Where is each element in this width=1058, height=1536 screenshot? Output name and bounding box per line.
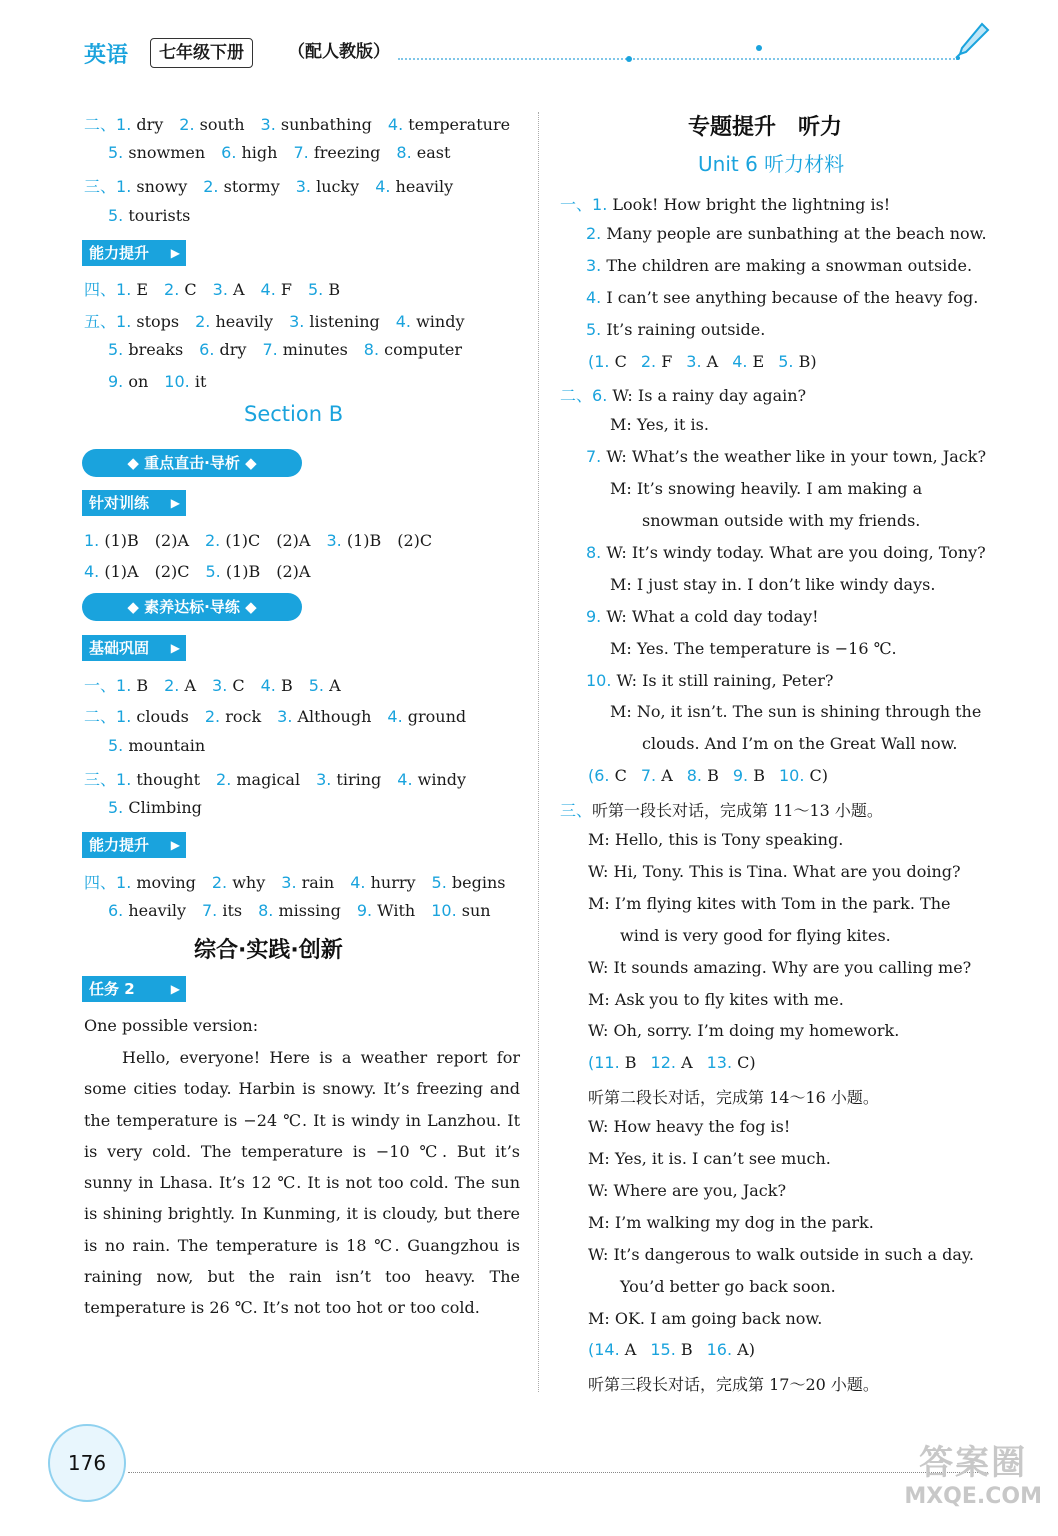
script-text: W: Where are you, Jack? xyxy=(588,1180,787,1200)
item-number: 3. xyxy=(277,707,293,726)
pill-key-points: ◆ 重点直击·导析 ◆ xyxy=(82,449,302,477)
script-line xyxy=(588,1309,822,1328)
item-number: 6. xyxy=(108,901,124,920)
answer-line: 三、1. snowy 2. stormy 3. lucky 4. heavily xyxy=(84,177,454,196)
answer-text: (1)B (2)C xyxy=(341,531,433,550)
answer-text: heavily xyxy=(123,901,186,920)
header-dot xyxy=(756,45,762,51)
section-prefix: 二、 xyxy=(560,386,593,406)
answer-text: (1)B (2)A xyxy=(99,531,189,550)
item-number: 10. xyxy=(586,670,612,690)
item-number: 1. xyxy=(116,177,132,196)
answer-text: rock xyxy=(220,707,262,726)
answer-text: windy xyxy=(412,770,467,789)
item-number: 5. xyxy=(778,351,794,371)
script-text: M: OK. I am going back now. xyxy=(588,1308,823,1328)
answer-text: With xyxy=(372,901,416,920)
script-line xyxy=(588,830,843,849)
item-number: 3. xyxy=(316,770,332,789)
item-number: 13. xyxy=(706,1053,733,1073)
script-text: A xyxy=(675,1053,693,1073)
script-text: 听第二段长对话，完成第 14～16 小题。 xyxy=(588,1088,879,1108)
script-line xyxy=(588,1149,831,1168)
script-text: snowman outside with my friends. xyxy=(642,511,921,530)
section-tag-drill: 针对训练 ▶ xyxy=(82,490,186,516)
script-line xyxy=(588,958,971,977)
page-header xyxy=(0,0,1058,80)
item-number: 8. xyxy=(686,766,703,786)
script-line xyxy=(588,1340,769,1359)
answer-line xyxy=(108,143,466,162)
item-number: 7. xyxy=(640,766,657,786)
script-line xyxy=(560,383,806,406)
item-number: 5. xyxy=(108,736,124,755)
answer-text: stormy xyxy=(218,177,280,196)
script-text: W: Is a rainy day again? xyxy=(607,386,807,406)
script-text: A xyxy=(656,766,673,786)
script-line xyxy=(586,447,986,466)
script-line xyxy=(588,862,961,881)
answer-text: moving xyxy=(131,873,196,892)
item-number: 2. xyxy=(195,312,211,331)
item-number: (11. xyxy=(588,1053,620,1073)
script-text: Many people are sunbathing at the beach now. xyxy=(601,223,987,243)
section-tag-basics: 基础巩固 ▶ xyxy=(82,635,186,661)
item-number: 10. xyxy=(164,372,190,391)
answer-text: dry xyxy=(214,340,247,359)
item-number: 3. xyxy=(289,312,305,331)
item-number: 1. xyxy=(592,195,608,214)
script-text: W: What’s the weather like in your town, Jack? xyxy=(601,447,987,467)
answer-text: hurry xyxy=(365,873,416,892)
item-number: 1. xyxy=(116,770,132,789)
answer-line xyxy=(108,372,222,391)
item-number: 3. xyxy=(686,351,702,371)
script-text: M: Yes. The temperature is −16 ℃. xyxy=(610,638,897,658)
script-line xyxy=(588,1181,786,1200)
script-text: W: It’s dangerous to walk outside in such a day. xyxy=(588,1244,974,1264)
item-number: 8. xyxy=(258,901,274,920)
item-number: 10. xyxy=(431,901,457,920)
answer-text: begins xyxy=(446,873,506,892)
answer-text: C xyxy=(179,280,197,299)
answer-text: tiring xyxy=(331,770,382,789)
script-text: A) xyxy=(732,1340,755,1360)
script-text: You’d better go back soon. xyxy=(620,1276,836,1296)
item-number: 8. xyxy=(363,340,380,359)
watermark: 答案圈 MXQE.COM xyxy=(904,1443,1042,1509)
answer-text: A xyxy=(179,676,197,695)
item-number: 5. xyxy=(586,319,602,339)
item-number: (6. xyxy=(588,766,610,786)
item-number: 3. xyxy=(281,873,297,892)
item-number: 1. xyxy=(116,280,132,299)
item-number: 9. xyxy=(586,606,602,626)
section-prefix: 三、 xyxy=(560,801,593,821)
answer-line: 三、1. thought 2. magical 3. tiring 4. windy xyxy=(84,770,467,789)
script-line xyxy=(642,734,958,753)
answer-text: thought xyxy=(131,770,201,789)
item-number: 1. xyxy=(116,873,132,892)
item-number: 2. xyxy=(203,177,219,196)
header-dot xyxy=(626,56,632,62)
answer-line: 四、1. E 2. C 3. A 4. F 5. B xyxy=(84,280,341,299)
answer-line: 四、1. moving 2. why 3. rain 4. hurry 5. begins xyxy=(84,873,506,892)
page-number: 176 xyxy=(48,1424,126,1502)
answer-text: east xyxy=(411,143,451,162)
script-line xyxy=(642,511,920,530)
answer-text: A xyxy=(227,280,245,299)
script-line xyxy=(610,415,709,434)
answer-line: 二、1. clouds 2. rock 3. Although 4. ground xyxy=(84,707,467,726)
answer-text: E xyxy=(131,280,149,299)
script-text: M: I just stay in. I don’t like windy days. xyxy=(610,574,936,594)
script-text: I can’t see anything because of the heavy fog. xyxy=(601,287,979,307)
script-line xyxy=(610,479,922,498)
item-number: 5. xyxy=(431,873,447,892)
item-number: 7. xyxy=(262,340,278,359)
script-line xyxy=(588,1085,879,1108)
item-number: 2. xyxy=(164,676,180,695)
script-line xyxy=(560,192,890,215)
item-number: 10. xyxy=(778,766,805,786)
item-number: 4. xyxy=(586,287,602,307)
item-number: 2. xyxy=(640,351,657,371)
script-line xyxy=(588,1021,899,1040)
item-number: 1. xyxy=(116,312,132,331)
item-number: 2. xyxy=(164,280,180,299)
script-line xyxy=(588,1245,974,1264)
script-line xyxy=(586,607,819,626)
script-text: M: I’m flying kites with Tom in the park. The xyxy=(588,893,951,913)
answer-text: sunbathing xyxy=(275,115,372,134)
answer-text: on xyxy=(123,372,149,391)
script-text: W: What a cold day today! xyxy=(601,606,819,626)
section-b-title: Section B xyxy=(244,402,344,426)
script-line xyxy=(586,224,987,243)
script-text: clouds. And I’m on the Great Wall now. xyxy=(642,734,958,754)
script-text: W: It’s windy today. What are you doing, Tony? xyxy=(601,542,986,562)
item-number: 8. xyxy=(396,143,412,162)
item-number: 5. xyxy=(308,676,324,695)
answer-text: its xyxy=(217,901,243,920)
item-number: 3. xyxy=(586,255,602,275)
item-number: 4. xyxy=(84,562,100,581)
answer-line: 五、1. stops 2. heavily 3. listening 4. windy xyxy=(84,312,465,331)
script-text: B xyxy=(702,766,719,786)
answer-text: high xyxy=(236,143,278,162)
section-tag-ability-2: 能力提升 ▶ xyxy=(82,832,186,858)
pen-icon xyxy=(952,20,992,62)
answer-text: heavily xyxy=(390,177,454,196)
script-text: M: Yes, it is. I can’t see much. xyxy=(588,1149,831,1168)
item-number: 2. xyxy=(205,531,221,550)
script-line xyxy=(586,320,765,339)
item-number: 5. xyxy=(108,798,124,817)
answer-line xyxy=(108,798,218,817)
subject-label: 英语 xyxy=(84,43,129,68)
script-line xyxy=(610,702,981,721)
practice-title: 综合·实践·创新 xyxy=(194,938,343,963)
column-divider xyxy=(538,112,539,1392)
answer-text: freezing xyxy=(308,143,381,162)
section-tag-task: 任务 2 ▶ xyxy=(82,976,186,1002)
script-text: M: I’m walking my dog in the park. xyxy=(588,1212,874,1232)
item-number: 6. xyxy=(592,386,608,406)
script-line xyxy=(586,543,986,562)
script-text: wind is very good for flying kites. xyxy=(620,925,891,945)
item-number: 1. xyxy=(84,531,100,550)
script-text: B xyxy=(675,1340,693,1360)
item-number: 3. xyxy=(260,115,276,134)
answer-text: dry xyxy=(131,115,164,134)
item-number: 7. xyxy=(293,143,309,162)
answer-text: B xyxy=(275,676,293,695)
script-text: M: It’s snowing heavily. I am making a xyxy=(610,479,923,499)
script-text: F xyxy=(656,351,673,371)
script-line xyxy=(588,766,842,785)
item-number: 3. xyxy=(212,676,228,695)
header-dotted-rule xyxy=(398,58,958,60)
answer-text: tourists xyxy=(123,206,191,225)
script-line xyxy=(588,1053,770,1072)
script-text: M: Yes, it is. xyxy=(610,415,709,435)
possible-version-label: One possible version: xyxy=(84,1016,259,1035)
answer-text: it xyxy=(189,372,207,391)
script-text: B xyxy=(748,766,765,786)
item-number: 3. xyxy=(295,177,311,196)
answer-text: heavily xyxy=(210,312,274,331)
item-number: 2. xyxy=(179,115,195,134)
answer-text: (1)B (2)A xyxy=(220,562,311,581)
item-number: 15. xyxy=(650,1340,676,1360)
script-text: W: It sounds amazing. Why are you calling me? xyxy=(588,957,972,977)
item-number: 3. xyxy=(212,280,228,299)
script-line xyxy=(588,1372,879,1395)
item-number: 6. xyxy=(199,340,215,359)
script-line xyxy=(620,926,891,945)
answer-text: sun xyxy=(456,901,491,920)
item-number: 9. xyxy=(356,901,373,920)
script-text: M: Ask you to fly kites with me. xyxy=(588,989,844,1009)
script-line xyxy=(588,1213,874,1232)
answer-text: (1)C (2)A xyxy=(220,531,311,550)
item-number: 5. xyxy=(108,340,124,359)
answer-text: B xyxy=(131,676,149,695)
answer-text: listening xyxy=(304,312,380,331)
answer-text: windy xyxy=(411,312,465,331)
item-number: 5. xyxy=(108,143,124,162)
answer-text: why xyxy=(227,873,266,892)
answer-text: missing xyxy=(273,901,341,920)
grade-label: 七年级下册 xyxy=(150,38,253,68)
script-text: It’s raining outside. xyxy=(601,319,766,339)
script-text: B xyxy=(619,1053,637,1073)
answer-text: snowmen xyxy=(123,143,206,162)
script-text: C xyxy=(609,766,627,786)
script-line xyxy=(610,575,935,594)
script-text: W: Oh, sorry. I’m doing my homework. xyxy=(588,1021,900,1041)
section-prefix: 一、 xyxy=(560,195,593,214)
section-tag-ability: 能力提升 ▶ xyxy=(82,240,186,266)
item-number: 1. xyxy=(116,115,132,134)
script-line xyxy=(586,256,972,275)
listening-title: 专题提升 听力 xyxy=(688,115,843,140)
script-text: B) xyxy=(793,351,817,371)
item-number: 2. xyxy=(586,223,602,243)
script-text: C) xyxy=(804,766,828,786)
answer-text: temperature xyxy=(403,115,511,134)
item-number: (1. xyxy=(588,351,610,371)
item-number: 6. xyxy=(221,143,237,162)
script-line xyxy=(586,671,833,690)
answer-text: (1)A (2)C xyxy=(99,562,190,581)
script-line xyxy=(588,990,844,1009)
item-number: 9. xyxy=(732,766,749,786)
answer-text: snowy xyxy=(131,177,188,196)
script-text: The children are making a snowman outside. xyxy=(601,255,973,275)
script-text: 听第一段长对话，完成第 11～13 小题。 xyxy=(592,801,883,821)
answer-line xyxy=(108,340,478,359)
answer-text: B xyxy=(323,280,341,299)
footer-rule xyxy=(128,1472,988,1473)
item-number: 9. xyxy=(108,372,124,391)
answer-text: mountain xyxy=(123,736,206,755)
script-line xyxy=(588,352,831,371)
script-text: 听第三段长对话，完成第 17～20 小题。 xyxy=(588,1375,879,1395)
item-number: 1. xyxy=(116,676,132,695)
answer-line xyxy=(108,736,221,755)
item-number: 7. xyxy=(201,901,218,920)
script-text: M: Hello, this is Tony speaking. xyxy=(588,830,844,849)
script-line xyxy=(588,894,950,913)
edition-label: （配人教版） xyxy=(278,38,400,66)
item-number: 4. xyxy=(732,351,748,371)
item-number: 4. xyxy=(260,280,276,299)
answer-text: stops xyxy=(131,312,180,331)
item-number: 2. xyxy=(204,707,221,726)
item-number: (14. xyxy=(588,1340,620,1360)
answer-text: magical xyxy=(231,770,301,789)
script-text: W: Is it still raining, Peter? xyxy=(611,670,834,690)
answer-text: rain xyxy=(296,873,335,892)
item-number: 4. xyxy=(350,873,366,892)
script-text: C xyxy=(609,351,627,371)
script-text: A xyxy=(619,1340,637,1360)
script-text: W: How heavy the fog is! xyxy=(588,1117,791,1137)
answer-text: breaks xyxy=(123,340,184,359)
answer-text: F xyxy=(275,280,292,299)
answer-text: A xyxy=(324,676,341,695)
answer-text: south xyxy=(194,115,245,134)
script-line xyxy=(610,639,897,658)
unit-subtitle: Unit 6 听力材料 xyxy=(698,152,845,176)
item-number: 4. xyxy=(387,707,403,726)
answer-text: Climbing xyxy=(123,798,202,817)
item-number: 16. xyxy=(706,1340,733,1360)
answer-line xyxy=(108,901,507,920)
answer-text: minutes xyxy=(277,340,348,359)
item-number: 5. xyxy=(205,562,221,581)
item-number: 7. xyxy=(586,447,602,467)
answer-line: 一、1. B 2. A 3. C 4. B 5. A xyxy=(84,676,341,695)
script-text: W: Hi, Tony. This is Tina. What are you doing? xyxy=(588,861,961,881)
essay-paragraph: Hello, everyone! Here is a weather report for some cities today. Harbin is snowy. It’s freezing and the temperature is −24 ℃. It is windy in Lanzhou. It is very cold. The temperature is −10 ℃. But it’s sunny in Lhasa. It’s 12 ℃. It is not too cold. The sun is shining brightly. In Kunming, it is cloudy, but there is no rain. The temperature is 18 ℃. Guangzhou is raining now, but the rain isn’t too heavy. The temperature is 26 ℃. It’s not too hot or too cold. xyxy=(84,1048,520,1318)
pill-literacy: ◆ 素养达标·导练 ◆ xyxy=(82,593,302,621)
answer-line xyxy=(84,528,448,551)
item-number: 5. xyxy=(308,280,324,299)
item-number: 4. xyxy=(397,770,413,789)
answer-text: Although xyxy=(292,707,372,726)
script-text: E xyxy=(747,351,765,371)
script-line xyxy=(620,1277,836,1296)
answer-text: clouds xyxy=(131,707,189,726)
item-number: 4. xyxy=(260,676,276,695)
script-line xyxy=(560,798,883,821)
answer-text: computer xyxy=(379,340,463,359)
item-number: 3. xyxy=(326,531,342,550)
script-text: C) xyxy=(732,1053,756,1073)
item-number: 4. xyxy=(387,115,404,134)
answer-line xyxy=(84,559,326,582)
script-text: Look! How bright the lightning is! xyxy=(607,195,891,214)
item-number: 4. xyxy=(395,312,412,331)
answer-text: ground xyxy=(402,707,467,726)
item-number: 12. xyxy=(650,1053,676,1073)
script-text: M: No, it isn’t. The sun is shining through the xyxy=(610,702,982,722)
item-number: 5. xyxy=(108,206,124,225)
answer-text: lucky xyxy=(311,177,360,196)
answer-text: C xyxy=(227,676,245,695)
answer-line: 二、1. dry 2. south 3. sunbathing 4. temperature xyxy=(84,115,511,134)
script-line xyxy=(588,1117,790,1136)
script-line xyxy=(586,288,978,307)
item-number: 2. xyxy=(211,873,228,892)
item-number: 1. xyxy=(116,707,132,726)
script-text: A xyxy=(701,351,719,371)
item-number: 8. xyxy=(586,542,602,562)
item-number: 2. xyxy=(216,770,232,789)
answer-line xyxy=(108,206,206,225)
item-number: 4. xyxy=(375,177,391,196)
